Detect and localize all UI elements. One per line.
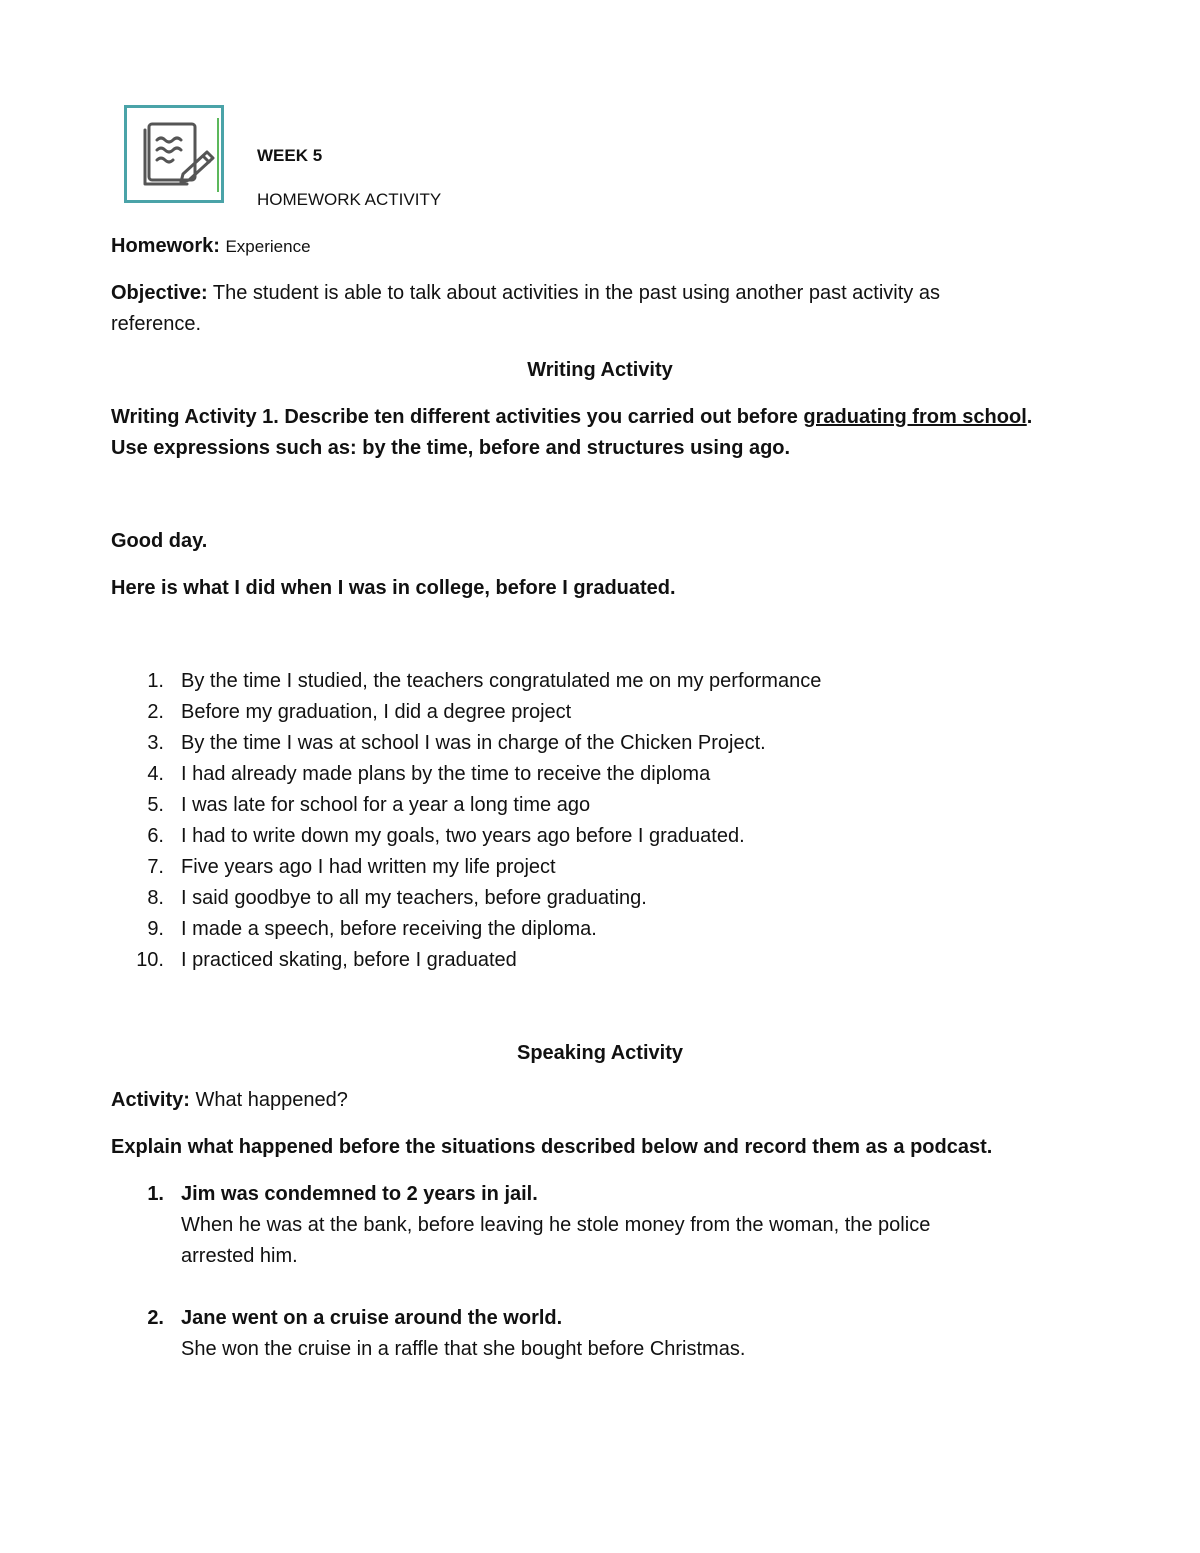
greeting: Good day.	[111, 530, 208, 552]
homework-line	[111, 234, 311, 259]
list-item-number: 10.	[136, 949, 164, 971]
list-item-text: Five years ago I had written my life project	[181, 856, 556, 878]
speaking-instruction: Explain what happened before the situations described below and record them as a podcast.	[111, 1136, 993, 1158]
list-item-text: I made a speech, before receiving the diploma.	[181, 918, 597, 940]
speaking-item-answer-line1: When he was at the bank, before leaving he stole money from the woman, the police	[181, 1214, 931, 1236]
objective-text-line1: The student is able to talk about activities in the past using another past activity as	[212, 282, 940, 304]
list-item-text: I had to write down my goals, two years ago before I graduated.	[181, 825, 745, 847]
list-item-number: 9.	[147, 918, 164, 940]
list-item-text: I said goodbye to all my teachers, before graduating.	[181, 887, 647, 909]
notepad-pencil-icon	[127, 108, 221, 200]
list-item-number: 8.	[147, 887, 164, 909]
list-item-number: 1.	[147, 670, 164, 692]
list-item-text: I practiced skating, before I graduated	[181, 949, 517, 971]
speaking-item-number: 1.	[147, 1183, 164, 1205]
graduating-from-school-underlined: graduating from school	[803, 406, 1027, 428]
speaking-item-title: Jim was condemned to 2 years in jail.	[181, 1183, 538, 1205]
objective-label: Objective:	[111, 282, 208, 304]
speaking-item-number: 2.	[147, 1307, 164, 1329]
list-item-number: 2.	[147, 701, 164, 723]
writing-instruction-end: .	[1026, 406, 1033, 428]
list-item-number: 7.	[147, 856, 164, 878]
list-item-text: I was late for school for a year a long time ago	[181, 794, 591, 816]
writing-instruction-line2: Use expressions such as: by the time, before and structures using ago.	[111, 437, 791, 459]
week-label: WEEK 5	[257, 146, 323, 165]
writing-activity-heading: Writing Activity	[527, 359, 673, 381]
logo-accent-line	[217, 118, 219, 192]
list-item-number: 5.	[147, 794, 164, 816]
objective-text-line2: reference.	[111, 313, 202, 335]
homework-value: Experience	[225, 237, 311, 256]
intro-sentence: Here is what I did when I was in college, before I graduated.	[111, 577, 676, 599]
writing-instruction	[111, 405, 1032, 429]
speaking-item-title: Jane went on a cruise around the world.	[181, 1307, 563, 1329]
list-item-text: By the time I was at school I was in charge of the Chicken Project.	[181, 732, 766, 754]
objective-line	[111, 281, 940, 305]
activity-label: Activity:	[111, 1089, 190, 1111]
list-item-text: Before my graduation, I did a degree project	[181, 701, 572, 723]
homework-label: Homework:	[111, 235, 220, 257]
list-item-text: I had already made plans by the time to receive the diploma	[181, 763, 711, 785]
homework-activity-title: HOMEWORK ACTIVITY	[257, 190, 442, 209]
list-item-text: By the time I studied, the teachers congratulated me on my performance	[181, 670, 822, 692]
list-item-number: 3.	[147, 732, 164, 754]
writing-instruction-text: Writing Activity 1. Describe ten different activities you carried out before	[111, 406, 804, 428]
list-item-number: 6.	[147, 825, 164, 847]
speaking-activity-heading: Speaking Activity	[517, 1042, 683, 1064]
activity-line	[111, 1088, 348, 1112]
list-item-number: 4.	[147, 763, 164, 785]
homework-logo	[124, 105, 224, 203]
activity-value: What happened?	[195, 1089, 348, 1111]
speaking-item-answer-line2: arrested him.	[181, 1245, 298, 1267]
speaking-item-answer-line1: She won the cruise in a raffle that she bought before Christmas.	[181, 1338, 746, 1360]
